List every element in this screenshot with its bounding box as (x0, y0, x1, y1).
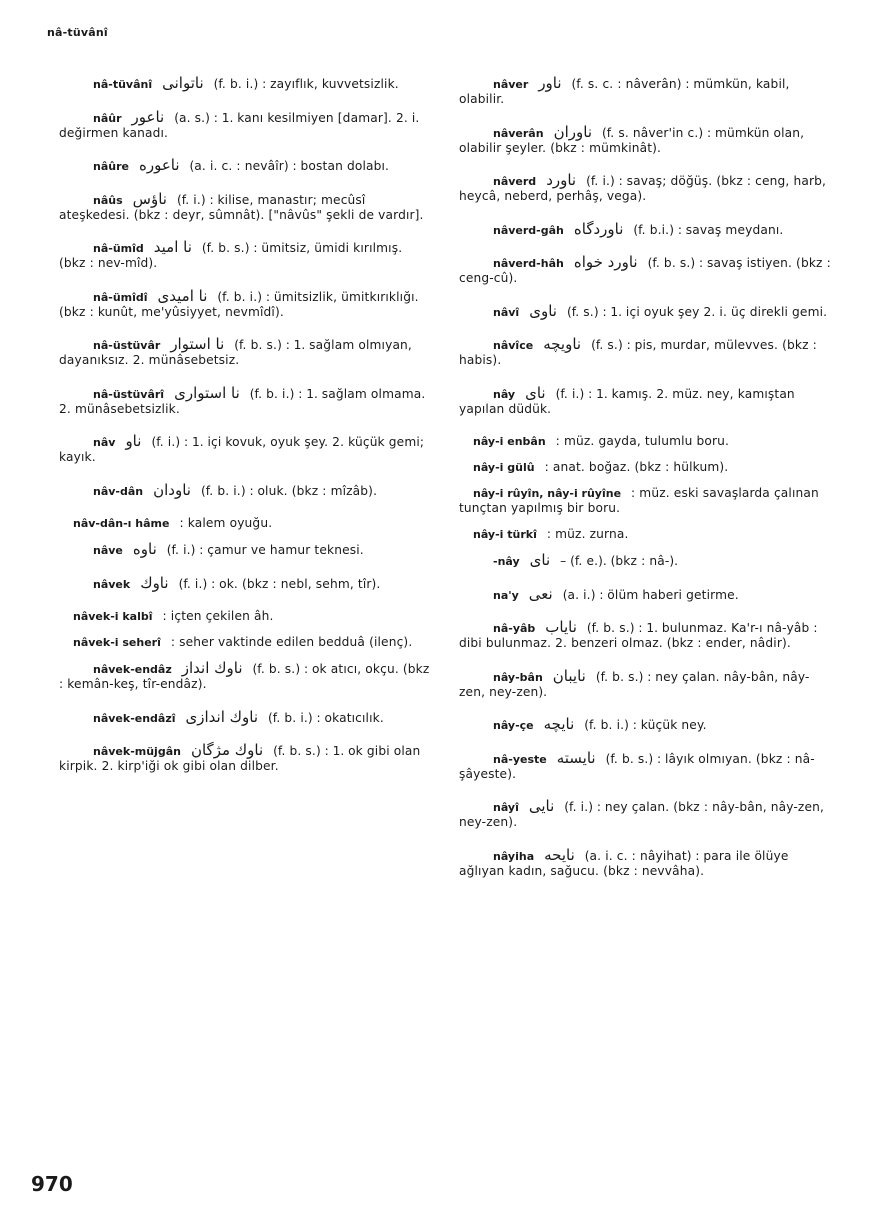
entry-arabic-script: ناوردگاه (573, 219, 624, 238)
dictionary-entry (59, 707, 431, 726)
dictionary-entry (459, 553, 831, 569)
running-head: nâ-tüvânî (47, 26, 108, 39)
dictionary-entry (59, 107, 431, 141)
entry-definition: (f. s. nâver'in c.) : mümkün olan, olabilir şeyler. (bkz : mümkinât). (459, 125, 805, 155)
entry-definition: (f. b. s.) : ümitsiz, ümidi kırılmış. (bkz : nev-mîd). (59, 241, 403, 270)
entry-definition: (f. b.i.) : savaş meydanı. (633, 222, 784, 237)
entry-definition: (f. b. i.) : oluk. (bkz : mîzâb). (200, 483, 378, 498)
entry-headword: nây-i enbân (473, 435, 546, 448)
entry-definition: (a. i. c. : nâyihat) : para ile ölüye ağlıyan kadın, sağucu. (bkz : nevvâha). (459, 848, 789, 878)
entry-definition: : müz. gayda, tulumlu boru. (555, 434, 730, 448)
entry-headword: -nây (493, 555, 520, 568)
entry-definition: – (f. e.). (bkz : nâ-). (560, 554, 679, 568)
entry-headword: nâvî (493, 305, 520, 319)
entry-arabic-script: نایسته (556, 748, 596, 767)
dictionary-entry (59, 76, 431, 92)
left-column (59, 76, 431, 792)
dictionary-entry (459, 76, 831, 107)
entry-definition: (f. b. i.) : 1. sağlam olmama. 2. münâsebetsizlik. (59, 386, 426, 416)
page-number: 970 (31, 1172, 73, 1196)
entry-definition: (f. b. s.) : lâyık olmıyan. (bkz : nâ-şâyeste). (459, 751, 815, 781)
entry-arabic-script: ناوك انداز (181, 659, 243, 677)
dictionary-entry (459, 717, 831, 733)
dictionary-entry (459, 255, 831, 286)
entry-headword: nâv-dân-ı hâme (73, 517, 170, 530)
entry-arabic-script: ناوك اندازی (185, 707, 259, 726)
entry-headword: nâûs (93, 193, 123, 207)
entry-arabic-script: نایی (528, 797, 555, 815)
entry-definition: (f. i.) : çamur ve hamur teknesi. (166, 543, 364, 557)
entry-headword: nâve (93, 544, 123, 557)
entry-arabic-script: نعی (528, 584, 553, 603)
entry-headword: nâyî (493, 801, 519, 814)
dictionary-entry (59, 434, 431, 465)
entry-definition: (f. b. s.) : ney çalan. nây-bân, nây-zen, ney-zen). (459, 669, 810, 699)
dictionary-entry (459, 748, 831, 782)
entry-headword: nâ-yeste (493, 752, 547, 766)
entry-arabic-script: نایبان (552, 666, 586, 685)
entry-definition: (f. i.) : 1. kamış. 2. müz. ney, kamıştan yapılan düdük. (459, 386, 795, 416)
entry-definition: (f. i.) : kilise, manastır; mecûsî ateşkedesi. (bkz : deyr, sûmnât). ["nâvûs" şekli de vardır]. (59, 192, 424, 222)
entry-headword: nâv (93, 436, 116, 449)
dictionary-entry (59, 158, 431, 174)
entry-headword: nâverân (493, 126, 544, 140)
entry-headword: nâvek-i kalbî (73, 610, 153, 623)
dictionary-entry (459, 122, 831, 156)
dictionary-entry (59, 189, 431, 223)
dictionary-entry (59, 516, 431, 531)
entry-definition: : seher vaktinde edilen bedduâ (ilenç). (170, 635, 413, 649)
entry-arabic-script: ناوك (140, 573, 169, 592)
dictionary-entry (459, 301, 831, 320)
entry-arabic-script: نایحه (544, 845, 575, 864)
dictionary-entry (459, 486, 831, 516)
entry-headword: nâv-dân (93, 484, 144, 498)
entry-headword: nâûr (93, 111, 122, 125)
entry-headword: na'y (493, 588, 519, 602)
entry-headword: nâ-ümîd (93, 242, 144, 255)
entry-headword: nâ-üstüvâr (93, 339, 161, 352)
entry-headword: nâ-tüvânî (93, 78, 153, 91)
dictionary-entry (459, 666, 831, 700)
entry-definition: (f. b. s.) : 1. bulunmaz. Ka'r-ı nâ-yâb : dibi bulunmaz. 2. benzeri olmaz. (bkz : ender, nâdir). (459, 621, 818, 650)
dictionary-entry (59, 542, 431, 558)
entry-arabic-script: نای (529, 551, 551, 569)
entry-headword: nây-i türkî (473, 528, 537, 541)
entry-arabic-script: نا استوار (170, 335, 225, 353)
dictionary-entry (59, 661, 431, 692)
entry-arabic-script: ناورد خواه (573, 253, 638, 271)
entry-arabic-script: ناو (125, 432, 142, 450)
entry-arabic-script: ناور (538, 74, 562, 92)
dictionary-entry (459, 434, 831, 449)
entry-headword: nâvek-endâzî (93, 711, 176, 725)
entry-definition: (f. b. s.) : 1. ok gibi olan kirpik. 2. kirp'iği ok gibi olan dilber. (59, 744, 421, 773)
entry-arabic-script: ناوه (132, 540, 157, 558)
entry-headword: nâyiha (493, 849, 535, 863)
entry-definition: (f. s.) : 1. içi oyuk şey 2. i. üç direkli gemi. (566, 304, 828, 319)
entry-definition: (f. b. s.) : ok atıcı, okçu. (bkz : kemân-keş, tîr-endâz). (59, 662, 430, 691)
entry-definition: : müz. zurna. (546, 527, 629, 541)
dictionary-entry (459, 799, 831, 830)
entry-headword: nây-bân (493, 670, 543, 684)
entry-definition: : kalem oyuğu. (179, 516, 273, 530)
entry-definition: (f. b. i.) : ümitsizlik, ümitkırıklığı. (bkz : kunût, me'yûsiyyet, nevmîdî). (59, 289, 419, 319)
dictionary-entry (459, 337, 831, 368)
entry-arabic-script: ناوك مژگان (190, 741, 264, 759)
entry-definition: (f. b. i.) : okatıcılık. (268, 710, 384, 725)
entry-arabic-script: ناوران (553, 122, 592, 141)
dictionary-entry (59, 286, 431, 320)
entry-arabic-script: ناؤس (132, 189, 167, 208)
dictionary-entry (459, 620, 831, 651)
entry-definition: : içten çekilen âh. (162, 609, 274, 623)
entry-definition: (a. s.) : 1. kanı kesilmiyen [damar]. 2. i. değirmen kanadı. (59, 110, 420, 140)
entry-definition: (f. b. i.) : küçük ney. (584, 718, 707, 732)
entry-headword: nây-çe (493, 719, 534, 732)
dictionary-entry (59, 743, 431, 774)
entry-definition: (f. b. s.) : 1. sağlam olmıyan, dayanıksız. 2. münâsebetsiz. (59, 338, 412, 367)
dictionary-entry (59, 240, 431, 271)
entry-headword: nây (493, 387, 516, 401)
entry-headword: nâverd-hâh (493, 257, 564, 270)
entry-arabic-script: نای (525, 383, 546, 402)
entry-arabic-script: ناتوانی (162, 74, 204, 92)
entry-arabic-script: ناویچه (543, 335, 582, 353)
entry-arabic-script: ناورد (546, 171, 577, 189)
entry-definition: (f. b. i.) : zayıflık, kuvvetsizlik. (213, 77, 399, 91)
entry-arabic-script: ناوی (529, 301, 557, 320)
entry-definition: (f. s.) : pis, murdar, mülevves. (bkz : habis). (459, 338, 817, 367)
dictionary-entry (459, 219, 831, 238)
entry-arabic-script: نایچه (543, 715, 575, 733)
entry-arabic-script: نا استواری (174, 383, 240, 402)
entry-arabic-script: ناعوره (138, 156, 180, 174)
dictionary-entry (459, 845, 831, 879)
entry-definition: : anat. boğaz. (bkz : hülkum). (544, 460, 729, 474)
entry-headword: nâvek-i seherî (73, 636, 161, 649)
entry-arabic-script: نا امید (153, 238, 192, 256)
entry-definition: (f. i.) : ok. (bkz : nebl, sehm, tîr). (178, 576, 381, 591)
entry-headword: nâûre (93, 160, 129, 173)
dictionary-entry (59, 480, 431, 499)
entry-headword: nâvek-endâz (93, 663, 172, 676)
entry-headword: nây-i rûyîn, nây-i rûyîne (473, 487, 622, 500)
dictionary-entry (59, 383, 431, 417)
entry-definition: (f. i.) : 1. içi kovuk, oyuk şey. 2. küçük gemi; kayık. (59, 435, 425, 464)
entry-arabic-script: ناودان (153, 480, 191, 499)
dictionary-entry (459, 460, 831, 475)
entry-definition: (a. i. c. : nevâîr) : bostan dolabı. (189, 159, 390, 173)
entry-headword: nâvek (93, 577, 131, 591)
entry-definition: (f. i.) : ney çalan. (bkz : nây-bân, nây-zen, ney-zen). (459, 800, 825, 829)
entry-headword: nâ-yâb (493, 622, 536, 635)
dictionary-entry (59, 635, 431, 650)
entry-arabic-script: نایاب (545, 618, 577, 636)
entry-headword: nâverd (493, 175, 537, 188)
dictionary-entry (459, 527, 831, 542)
entry-definition: : müz. eski savaşlarda çalınan tunçtan yapılmış bir boru. (459, 486, 819, 515)
entry-definition: (f. b. s.) : savaş istiyen. (bkz : ceng-cû). (459, 256, 831, 285)
right-column (459, 76, 831, 896)
dictionary-entry (459, 173, 831, 204)
dictionary-entry (459, 584, 831, 603)
dictionary-entry (59, 609, 431, 624)
entry-arabic-script: ناعور (131, 107, 165, 126)
entry-headword: nâvek-müjgân (93, 745, 181, 758)
entry-headword: nâver (493, 78, 529, 91)
entry-headword: nâvîce (493, 339, 534, 352)
entry-headword: nâ-üstüvârî (93, 387, 165, 401)
dictionary-entry (59, 337, 431, 368)
entry-definition: (f. i.) : savaş; döğüş. (bkz : ceng, harb, heycâ, neberd, perhâş, vega). (459, 174, 827, 203)
entry-definition: (f. s. c. : nâverân) : mümkün, kabil, olabilir. (459, 77, 790, 106)
entry-headword: nây-i gülû (473, 461, 535, 474)
dictionary-entry (459, 383, 831, 417)
dictionary-entry (59, 573, 431, 592)
entry-arabic-script: نا امیدی (157, 286, 208, 305)
entry-headword: nâverd-gâh (493, 223, 564, 237)
entry-headword: nâ-ümîdî (93, 290, 148, 304)
entry-definition: (a. i.) : ölüm haberi getirme. (562, 587, 739, 602)
